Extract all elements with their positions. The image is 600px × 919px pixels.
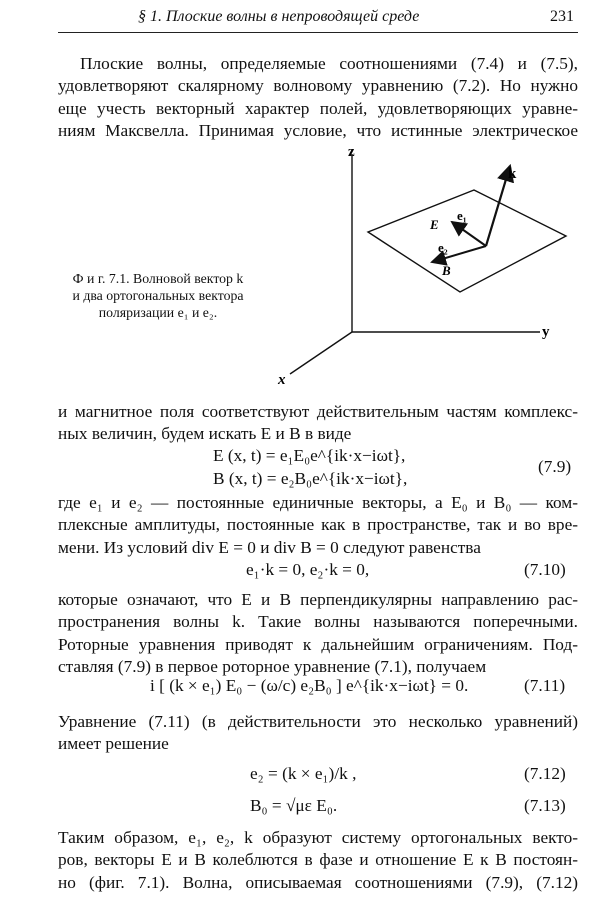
equation-7-12: e₂ = (k × e₁)/k , (250, 764, 357, 783)
paragraph-6 (58, 827, 578, 894)
text-line: Роторные уравнения приводят к дальнейшим ограничениям. Под- (58, 634, 578, 654)
x-axis (290, 332, 352, 374)
equation-7-9-line2: B (x, t) = e₂B₀e^{ik·x−iωt}, (213, 469, 408, 488)
axis-z-label: z (348, 144, 355, 160)
equation-number-7-11: (7.11) (524, 676, 566, 695)
text-line: но (фиг. 7.1). Волна, описываемая соотношениями (7.9), (7.12) (58, 872, 578, 892)
equation-7-11: i [ (k × e₁) E₀ − (ω/c) e₂B₀ ] e^{ik·x−iωt} = 0. (150, 676, 469, 695)
caption-line: Ф и г. 7.1. Волновой вектор k (72, 271, 244, 286)
equation-number-7-12: (7.12) (524, 764, 566, 783)
paragraph-4 (58, 589, 578, 679)
paragraph-3 (58, 492, 578, 559)
text-line: ставляя (7.9) в первое роторное уравнение (7.1), получаем (58, 657, 487, 677)
text-line: Таким образом, e₁, e₂, k образуют систему ортогональных векто- (58, 828, 578, 847)
equation-7-10: e₁·k = 0, e₂·k = 0, (246, 560, 370, 579)
text-line: пространения волны k. Такие волны называются поперечными. (58, 612, 578, 632)
text-line: и магнитное поля соответствуют действительным частям комплекс- (58, 402, 578, 421)
wave-plane (368, 190, 566, 292)
text-line: Плоские волны, определяемые соотношениями (7.4) и (7.5), (80, 54, 578, 73)
header-rule (58, 32, 578, 33)
equation-7-13: B₀ = √με E₀. (250, 796, 338, 815)
text-line: имеет решение (58, 734, 169, 754)
running-title: § 1. Плоские волны в непроводящей среде (138, 8, 420, 25)
text-line: плексные амплитуды, постоянные как в пространстве, так и во вре- (58, 515, 578, 535)
text-line: мени. Из условий div E = 0 и div B = 0 следуют равенства (58, 537, 481, 557)
equation-number-7-10: (7.10) (524, 560, 566, 579)
B-label: B (442, 263, 451, 278)
text-line: ров, векторы E и B колеблются в фазе и отношение E к B постоян- (58, 850, 578, 870)
k-label: k (508, 166, 517, 182)
running-head (58, 8, 578, 30)
paragraph-2 (58, 401, 578, 446)
e1-label: e₁ (457, 208, 467, 223)
axis-y-label: y (542, 324, 550, 340)
text-line: где e₁ и e₂ — постоянные единичные векторы, а E₀ и B₀ — ком- (58, 493, 578, 512)
text-line: ных величин, будем искать E и B в виде (58, 424, 352, 444)
text-line: еще учесть векторный характер полей, удовлетворяющих уравне- (58, 98, 578, 118)
equation-number-7-13: (7.13) (524, 796, 566, 815)
text-line: удовлетворяют скалярному волновому уравнению (7.2). Но нужно (58, 76, 578, 96)
caption-line: поляризации e₁ и e₂. (98, 305, 218, 320)
axis-x-label: x (278, 372, 286, 388)
text-line: ниям Максвелла. Принимая условие, что истинные электрическое (58, 121, 578, 141)
paragraph-5 (58, 711, 578, 756)
equation-7-9-line1: E (x, t) = e₁E₀e^{ik·x−iωt}, (213, 446, 406, 465)
caption-line: и два ортогональных вектора (72, 288, 244, 303)
E-label: E (430, 217, 439, 232)
figure-7-1 (270, 140, 590, 390)
page-number: 231 (550, 8, 574, 25)
paragraph-1 (58, 53, 578, 143)
text-line: которые означают, что E и B перпендикулярны направлению рас- (58, 590, 578, 609)
equation-number-7-9: (7.9) (538, 457, 572, 476)
figure-caption (58, 270, 258, 321)
e2-label: e₂ (438, 240, 448, 255)
e1-vector (452, 222, 486, 246)
text-line: Уравнение (7.11) (в действительности это несколько уравнений) (58, 712, 578, 731)
